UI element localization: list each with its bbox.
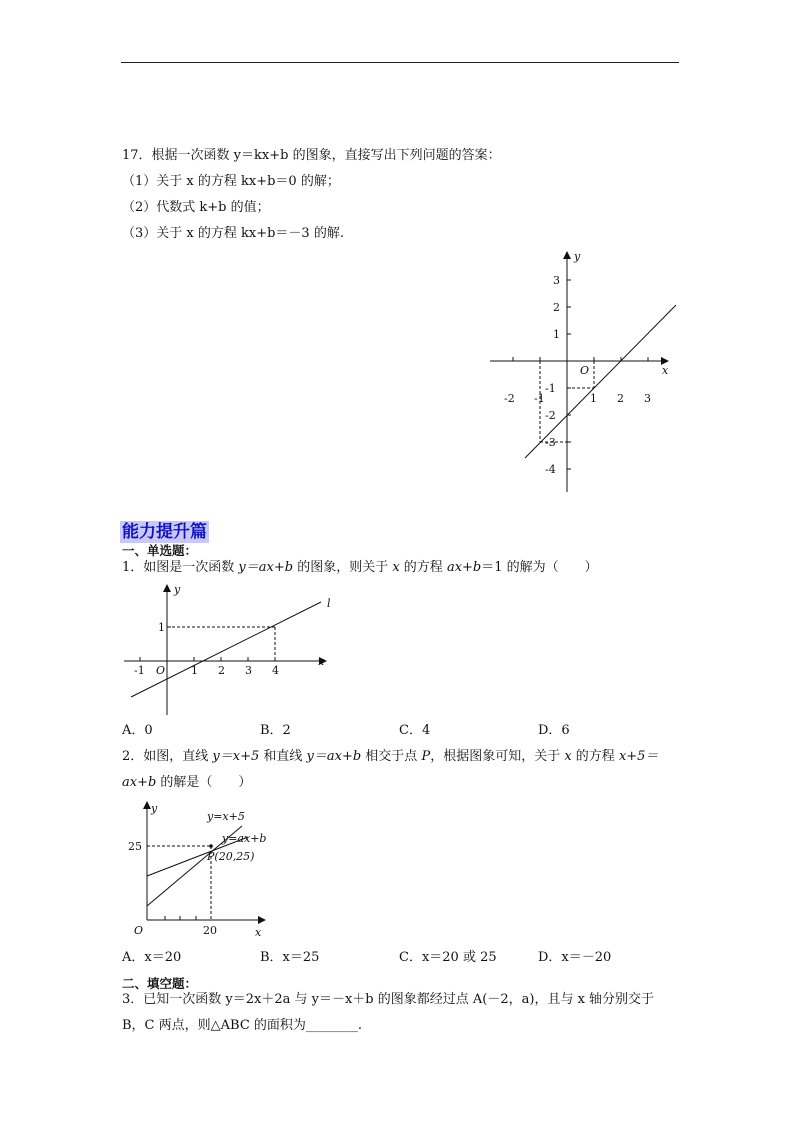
q1-xtick: 4	[272, 664, 279, 677]
q2-line1-label: y=x+5	[207, 810, 245, 823]
q17-xtick: 2	[617, 392, 624, 405]
q1-stem: 1．如图是一次函数 y＝ax+b 的图象，则关于 x 的方程 ax+b＝1 的解为（ ）	[122, 560, 598, 575]
q2-option-c[interactable]: C．x＝20 或 25	[399, 950, 497, 965]
q3-line2: B，C 两点，则△ABC 的面积为________.	[122, 1018, 363, 1033]
q1-y-label: y	[174, 583, 181, 596]
q17-ytick: -3	[545, 436, 556, 449]
q2-ytick: 25	[128, 840, 142, 853]
q2-stem-line1: 2．如图，直线 y＝x+5 和直线 y＝ax+b 相交于点 P，根据图象可知，关于 x 的方程 x+5＝	[122, 749, 659, 764]
q17-xtick: -1	[534, 392, 545, 405]
q17-ytick: -4	[545, 463, 556, 476]
q1-origin: O	[156, 664, 166, 677]
part1-heading: 一、单选题：	[122, 543, 198, 558]
q2-option-b[interactable]: B．x＝25	[260, 950, 320, 965]
q2-origin: O	[134, 924, 144, 937]
q17-part2: （2）代数式 k+b 的值；	[122, 200, 270, 215]
q2-point-label: P(20,25)	[207, 850, 255, 863]
q2-option-a[interactable]: A．x＝20	[122, 950, 182, 965]
q17-part1: （1）关于 x 的方程 kx+b＝0 的解；	[122, 174, 340, 189]
q17-ytick: -2	[545, 409, 556, 422]
q2-line2-label: y=ax+b	[222, 832, 267, 845]
q1-line-label: l	[327, 597, 331, 610]
q1-ytick: 1	[158, 621, 165, 634]
q2-stem-line2: ax+b 的解是（ ）	[122, 775, 252, 790]
q3-line1: 3．已知一次函数 y＝2x＋2a 与 y＝－x＋b 的图象都经过点 A(－2，a)，且与 x 轴分别交于	[122, 992, 655, 1007]
q17-ytick: 1	[553, 328, 560, 341]
q17-xtick: 3	[644, 392, 651, 405]
q1-xtick: 2	[218, 664, 225, 677]
q17-stem: 17．根据一次函数 y＝kx+b 的图象，直接写出下列问题的答案：	[122, 148, 501, 163]
q17-y-label: y	[574, 250, 581, 263]
q1-xtick: 1	[191, 664, 198, 677]
q17-ytick: 2	[553, 301, 560, 314]
q1-x-label: x	[318, 655, 325, 668]
section-title: 能力提升篇	[122, 522, 207, 542]
q2-point-p	[209, 844, 213, 848]
q1-option-d[interactable]: D．6	[538, 723, 570, 738]
part2-heading: 二、填空题：	[122, 976, 198, 991]
q2-x-label: x	[255, 926, 262, 939]
q1-option-b[interactable]: B．2	[260, 723, 291, 738]
q2-option-d[interactable]: D．x＝－20	[538, 950, 612, 965]
q17-ytick: 3	[553, 274, 560, 287]
q17-origin: O	[580, 364, 590, 377]
q1-option-a[interactable]: A．0	[122, 723, 153, 738]
q17-x-label: x	[662, 364, 669, 377]
q17-xtick: 1	[590, 392, 597, 405]
q2-y-label: y	[151, 802, 158, 815]
q2-xtick: 20	[203, 924, 217, 937]
q17-xtick: -2	[504, 392, 515, 405]
q1-xtick: -1	[134, 664, 145, 677]
q1-xtick: 3	[245, 664, 252, 677]
q1-option-c[interactable]: C．4	[399, 723, 431, 738]
q17-ytick: -1	[545, 382, 556, 395]
q17-part3: （3）关于 x 的方程 kx+b＝－3 的解.	[122, 226, 344, 241]
